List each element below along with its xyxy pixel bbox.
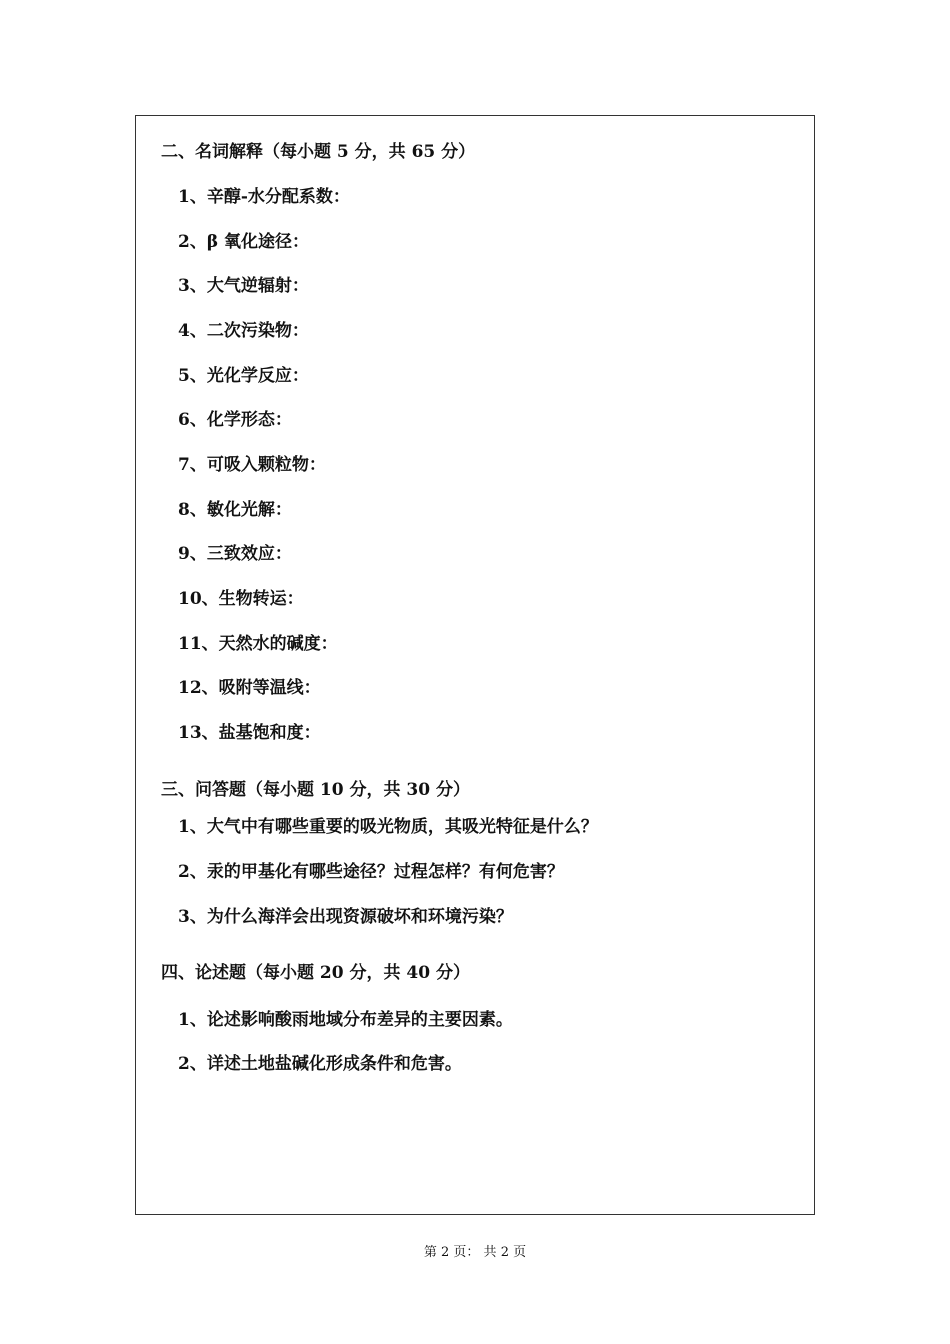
question-item: 1、论述影响酸雨地域分布差异的主要因素。 <box>178 1010 513 1030</box>
question-item: 2、汞的甲基化有哪些途径？过程怎样？有何危害？ <box>178 862 564 882</box>
section-title-short-answer: 三、问答题（每小题 10 分，共 30 分） <box>161 780 470 800</box>
question-item: 9、三致效应： <box>178 544 292 564</box>
question-item: 2、β 氧化途径： <box>178 232 310 252</box>
question-item: 4、二次污染物： <box>178 321 309 341</box>
question-item: 10、生物转运： <box>178 589 304 609</box>
question-item: 3、大气逆辐射： <box>178 276 309 296</box>
question-item: 1、辛醇-水分配系数： <box>178 187 350 207</box>
question-item: 3、为什么海洋会出现资源破坏和环境污染？ <box>178 907 513 927</box>
question-item: 8、敏化光解： <box>178 500 292 520</box>
question-item: 11、天然水的碱度： <box>178 634 338 654</box>
question-item: 13、盐基饱和度： <box>178 723 321 743</box>
question-item: 12、吸附等温线： <box>178 678 321 698</box>
question-item: 2、详述土地盐碱化形成条件和危害。 <box>178 1054 462 1074</box>
question-item: 1、大气中有哪些重要的吸光物质，其吸光特征是什么？ <box>178 817 598 837</box>
section-title-essay: 四、论述题（每小题 20 分，共 40 分） <box>161 963 470 983</box>
question-item: 7、可吸入颗粒物： <box>178 455 326 475</box>
question-item: 5、光化学反应： <box>178 366 309 386</box>
page-number-footer: 第 2 页： 共 2 页 <box>423 1245 527 1260</box>
question-item: 6、化学形态： <box>178 410 292 430</box>
section-title-terms: 二、名词解释（每小题 5 分，共 65 分） <box>161 142 476 162</box>
